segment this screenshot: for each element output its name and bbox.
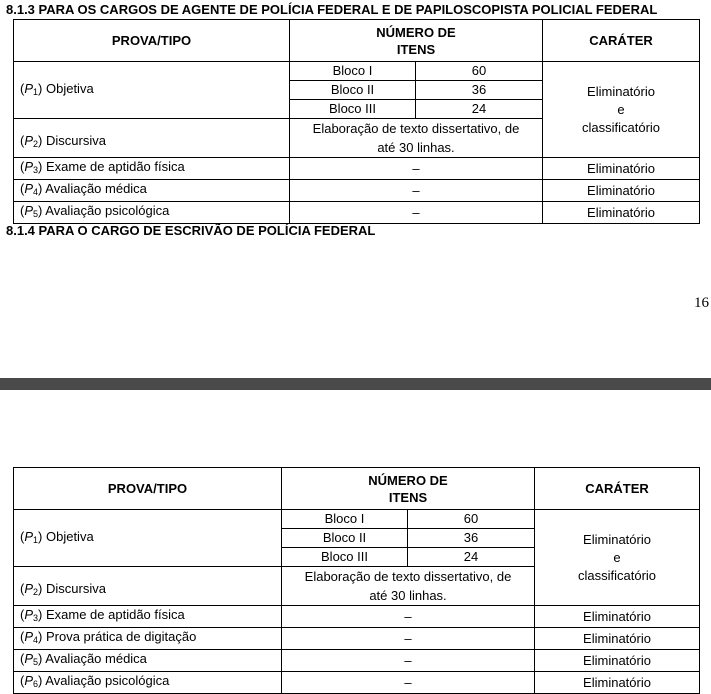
prova-p1-cell: $(P_1)$ Objetiva [14,62,290,119]
prova-subscript: 3 [33,613,39,623]
table-row [14,628,700,650]
prova-subscript: 3 [33,165,39,175]
prova-label: Avaliação médica [45,651,147,666]
items-dash: – [290,202,543,224]
page-separator [0,378,711,390]
items-dash: – [282,650,535,672]
header-numero-line2: ITENS [396,41,436,57]
carater-cell-merged [535,510,700,606]
prova-cell: $(P_4)$ Prova prática de digitação [14,628,282,650]
prova-cell: $(P_5)$ Avaliação médica [14,650,282,672]
discursiva-line1: Elaboração de texto dissertativo, de [304,569,512,584]
carater-line3: classificatório [582,119,661,135]
carater-line2: e [613,549,621,565]
prova-subscript: 6 [33,679,39,689]
prova-label: Prova prática de digitação [45,629,197,644]
bloco-items: 24 [408,548,535,567]
prova-subscript: 2 [33,586,39,597]
carater-line3: classificatório [578,567,657,583]
discursiva-line2: até 30 linhas. [369,588,447,603]
discursiva-items-cell [290,119,543,158]
items-dash: – [290,158,543,180]
bloco-items: 36 [408,529,535,548]
carater-line1: Eliminatório [583,531,651,547]
table-row [14,62,700,81]
prova-subscript: 2 [33,138,39,149]
header-numero-line1: NÚMERO DE [368,472,448,488]
bloco-name: Bloco III [282,548,408,567]
header-numero-itens [282,468,535,510]
prova-label: Discursiva [45,132,106,148]
header-carater: CARÁTER [543,20,700,62]
prova-p1-cell: $(P_1)$ Objetiva [14,510,282,567]
prova-subscript: 4 [33,187,39,197]
prova-cell: $(P_3)$ Exame de aptidão física [14,606,282,628]
table-header-row [14,468,700,510]
prova-cell: $(P_6)$ Avaliação psicológica [14,672,282,694]
prova-p2-cell: $(P_2)$ Discursiva [14,119,290,158]
prova-subscript: 1 [33,86,39,97]
header-numero-itens [290,20,543,62]
prova-p2-cell: $(P_2)$ Discursiva [14,567,282,606]
items-dash: – [282,606,535,628]
table-row [14,202,700,224]
exam-table-escrivao [13,467,700,694]
bloco-name: Bloco II [290,81,416,100]
items-dash: – [282,628,535,650]
bloco-items: 60 [416,62,543,81]
carater-value: Eliminatório [535,650,700,672]
prova-cell: $(P_3)$ Exame de aptidão física [14,158,290,180]
header-carater: CARÁTER [535,468,700,510]
prova-label: Avaliação psicológica [45,203,170,218]
header-prova-tipo: PROVA/TIPO [14,468,282,510]
table-row [14,672,700,694]
bloco-name: Bloco II [282,529,408,548]
carater-line1: Eliminatório [587,83,655,99]
section-heading-8-1-3: 8.1.3 PARA OS CARGOS DE AGENTE DE POLÍCIA FEDERAL E DE PAPILOSCOPISTA POLICIAL FEDERAL [6,2,658,17]
discursiva-items-cell [282,567,535,606]
header-prova-tipo: PROVA/TIPO [14,20,290,62]
carater-value: Eliminatório [543,202,700,224]
carater-value: Eliminatório [535,606,700,628]
table-row [14,180,700,202]
page-number: 16 [694,295,709,311]
carater-cell-merged [543,62,700,158]
items-dash: – [290,180,543,202]
prova-label: Discursiva [45,580,106,596]
prova-label: Avaliação médica [45,181,147,196]
carater-value: Eliminatório [535,672,700,694]
bloco-items: 60 [408,510,535,529]
prova-subscript: 5 [33,657,39,667]
discursiva-line2: até 30 linhas. [377,140,455,155]
prova-subscript: 4 [33,635,39,645]
header-numero-line2: ITENS [388,489,428,505]
bloco-items: 24 [416,100,543,119]
header-numero-line1: NÚMERO DE [376,24,456,40]
prova-label: Objetiva [45,528,94,544]
prova-cell: $(P_4)$ Avaliação médica [14,180,290,202]
bloco-name: Bloco III [290,100,416,119]
table-row [14,606,700,628]
bloco-name: Bloco I [282,510,408,529]
table-row [14,510,700,529]
prova-label: Objetiva [45,80,94,96]
exam-table-agente-papiloscopista [13,19,700,224]
carater-value: Eliminatório [535,628,700,650]
bloco-name: Bloco I [290,62,416,81]
prova-cell: $(P_5)$ Avaliação psicológica [14,202,290,224]
prova-label: Exame de aptidão física [45,159,185,174]
items-dash: – [282,672,535,694]
carater-value: Eliminatório [543,180,700,202]
prova-label: Avaliação psicológica [45,673,170,688]
carater-line2: e [617,101,625,117]
table-header-row [14,20,700,62]
prova-subscript: 5 [33,209,39,219]
table-row [14,158,700,180]
section-heading-8-1-4: 8.1.4 PARA O CARGO DE ESCRIVÃO DE POLÍCIA FEDERAL [6,223,376,238]
bloco-items: 36 [416,81,543,100]
carater-value: Eliminatório [543,158,700,180]
table-row [14,650,700,672]
discursiva-line1: Elaboração de texto dissertativo, de [312,121,520,136]
prova-label: Exame de aptidão física [45,607,185,622]
prova-subscript: 1 [33,534,39,545]
